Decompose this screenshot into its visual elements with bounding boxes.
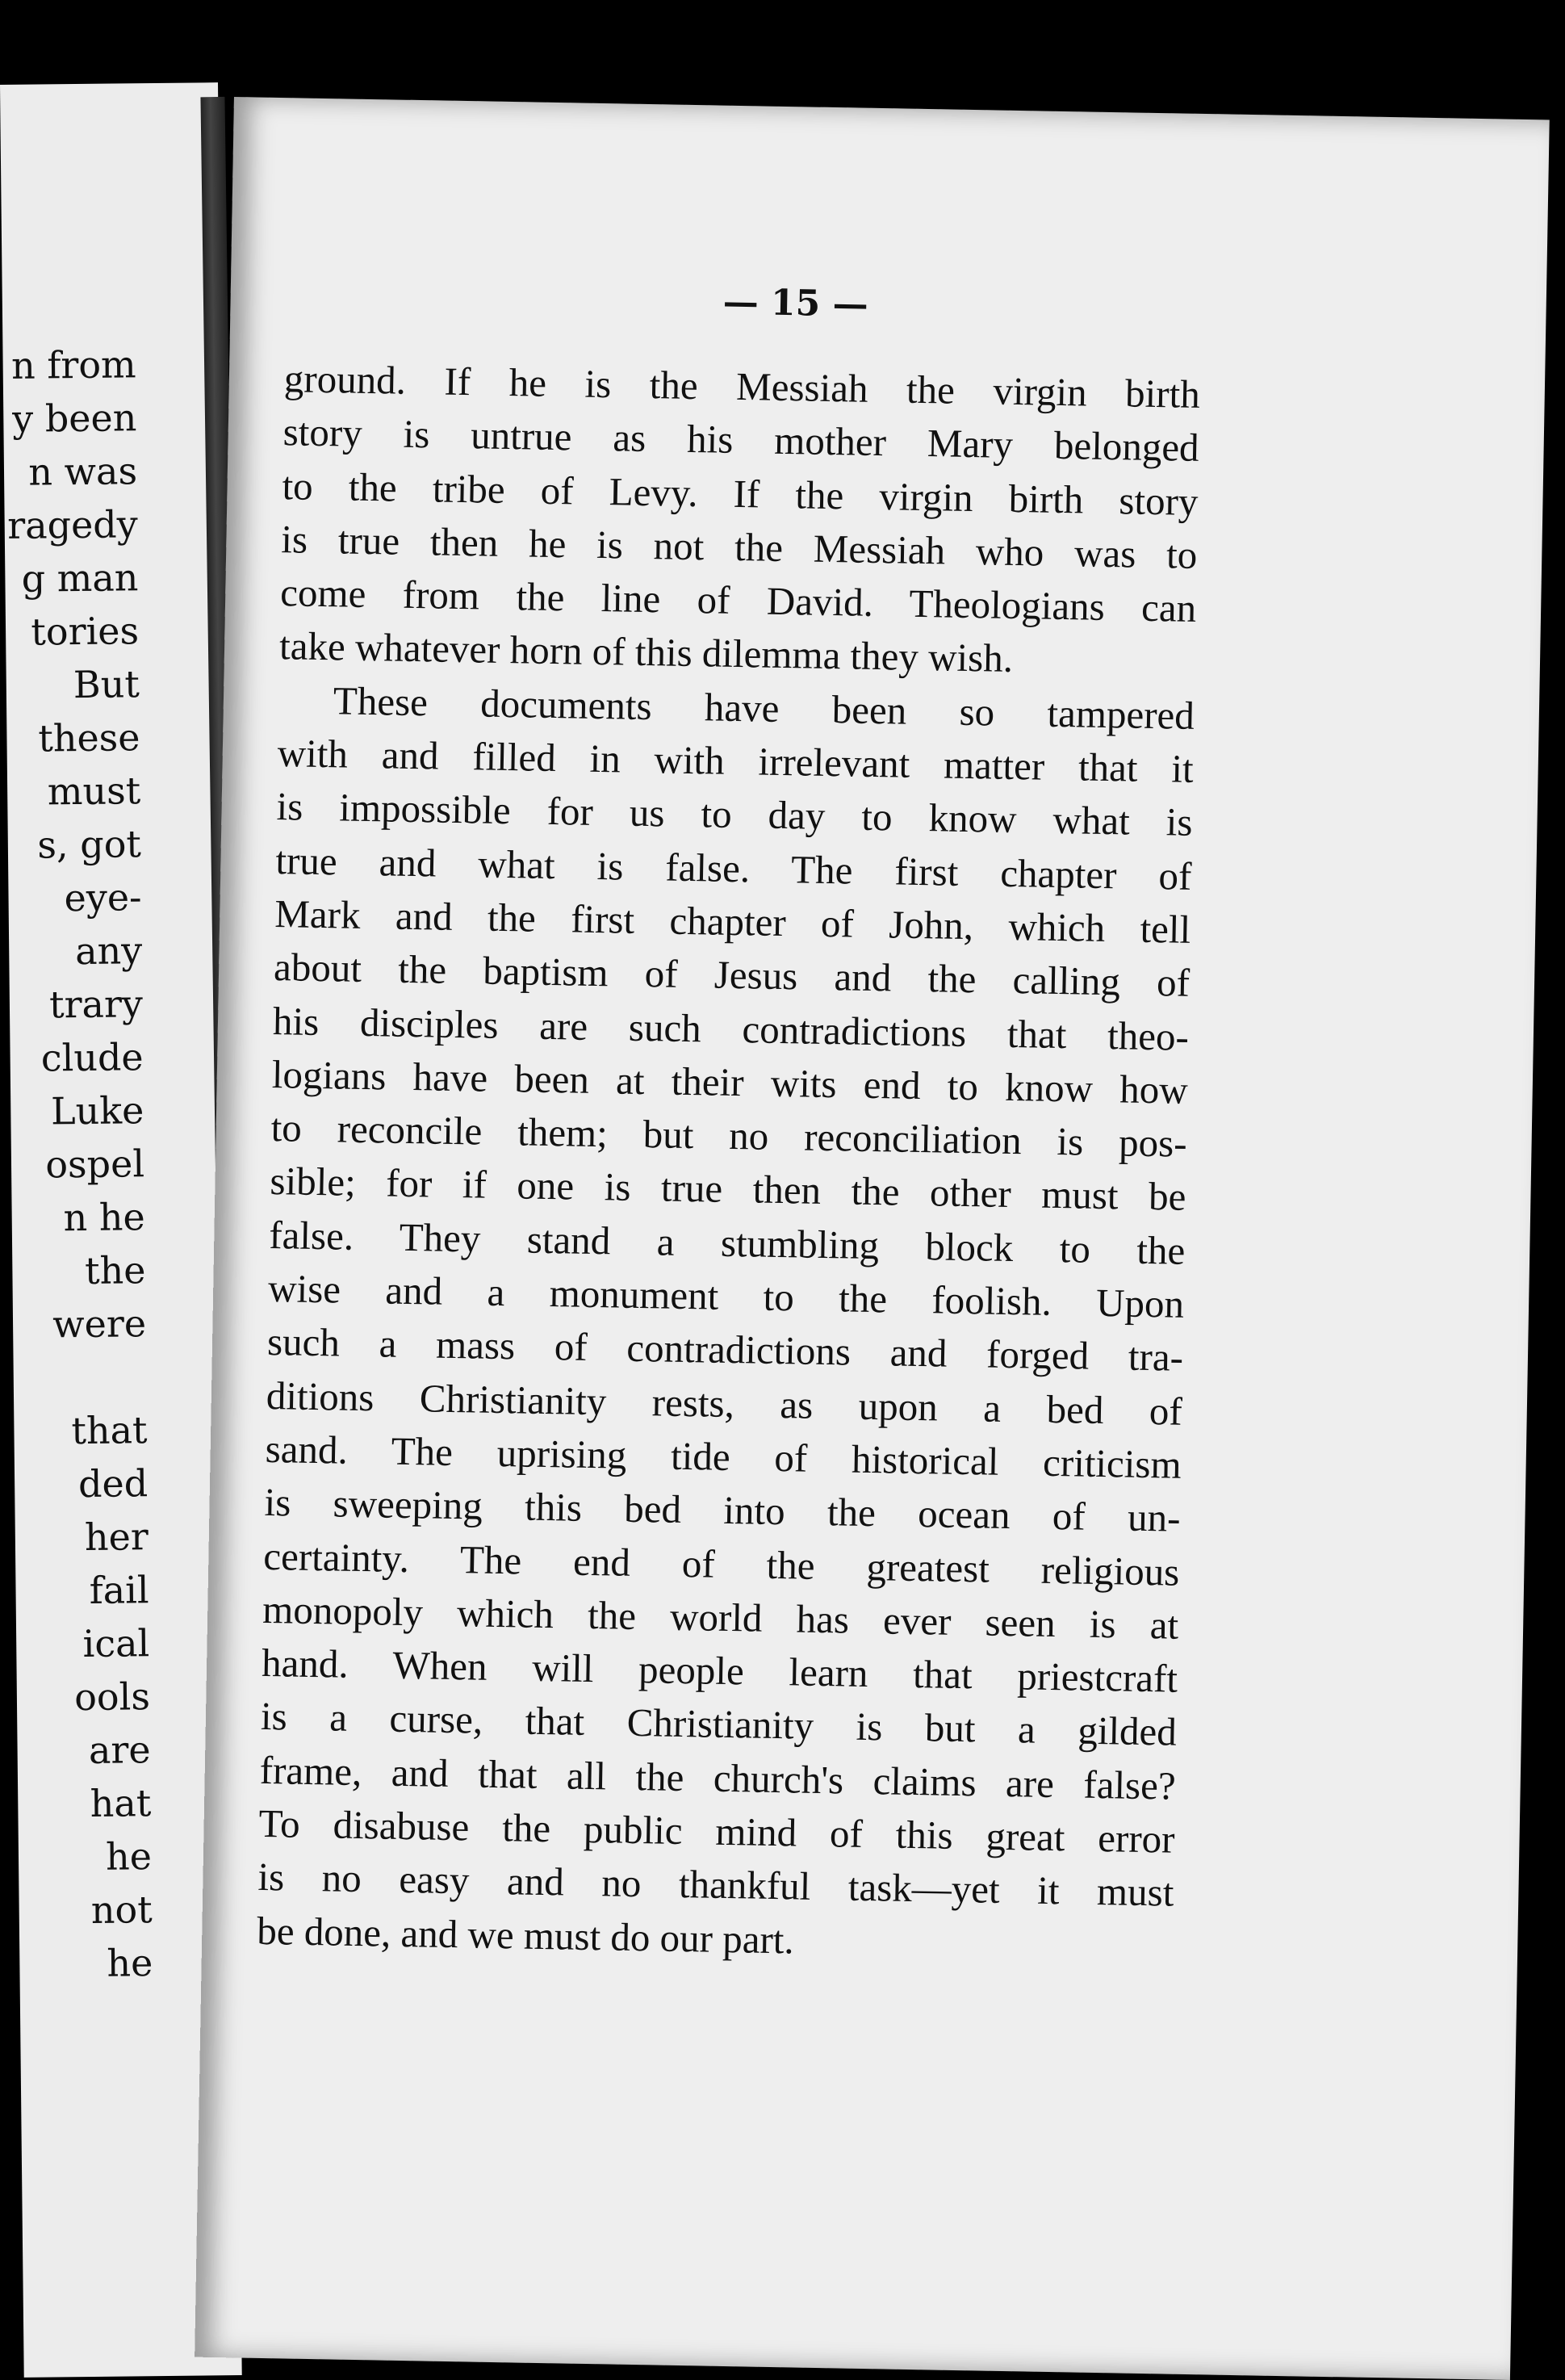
previous-page-line: tories [31,609,140,654]
paragraph-2 [257,673,1195,1974]
previous-page-line: eye- [64,875,142,920]
text-line: ground. If he is the Messiah the virgin birth [283,356,1201,417]
text-line: is impossible for us to day to know what is [276,784,1193,845]
text-line: monopoly which the world has ever seen is at [262,1586,1179,1648]
text-line: ditions Christianity rests, as upon a bed of [266,1372,1183,1434]
text-line: logians have been at their wits end to know how [271,1051,1189,1112]
text-line: to reconcile them; but no reconciliation is pos- [270,1105,1188,1166]
previous-page-line: the [84,1248,146,1293]
previous-page-line: ical [82,1621,150,1666]
text-line: such a mass of contradictions and forged tra- [266,1319,1184,1381]
previous-page-line: trary [48,982,144,1027]
previous-page-line: ospel [45,1142,145,1187]
text-line: false. They stand a stumbling block to the [268,1212,1186,1273]
previous-page-line: were [52,1301,147,1347]
previous-page-line: g man [21,555,139,601]
text-line: about the baptism of Jesus and the calling of [273,945,1190,1006]
previous-page-line: any [74,928,143,974]
text-line: is a curse, that Christianity is but a gilded [260,1694,1178,1755]
previous-page-text [2,337,153,1991]
previous-page-line: are [88,1728,151,1772]
previous-page-line: he [107,1941,153,1985]
page-body [257,352,1201,1973]
text-line: true and what is false. The first chapter of [275,837,1192,899]
previous-page-line: n from [10,342,136,388]
previous-page-line: Luke [50,1088,144,1133]
text-line: certainty. The end of the greatest religious [262,1533,1180,1594]
previous-page-line: fail [89,1568,149,1612]
text-line: sible; for if one is true then the other must be [270,1159,1186,1220]
previous-page-line: these [38,715,140,761]
previous-page-line [13,1350,147,1405]
text-line: wise and a monument to the foolish. Upon [267,1266,1185,1326]
text-line: to the tribe of Levy. If the virgin birth story [282,463,1199,524]
previous-page-line: that [71,1408,148,1453]
text-line: take whatever horn of this dilemma they wish. [278,623,1014,681]
text-line: Mark and the first chapter of John, which tell [274,891,1191,952]
text-line: with and filled in with irrelevant matter that it [277,731,1195,791]
previous-page-line: ools [73,1674,151,1720]
previous-page-line: not [90,1888,153,1932]
text-line: To disabuse the public mind of this great error [258,1800,1175,1862]
previous-page-line: must [47,769,141,814]
current-page [195,97,1550,2380]
previous-page-line: n was [28,449,138,494]
text-line: story is untrue as his mother Mary belonged [282,409,1200,471]
paragraph-1 [279,352,1201,689]
text-line: is sweeping this bed into the ocean of un- [264,1480,1181,1540]
previous-page-line: n he [63,1195,145,1240]
previous-page-line: clude [40,1035,144,1080]
text-line: his disciples are such contradictions that theo- [272,998,1190,1059]
previous-page-line: s, got [37,822,142,867]
previous-page-line: he [105,1834,153,1879]
previous-page-line: her [84,1515,149,1559]
previous-page-line: But [73,662,140,707]
text-line: come from the line of David. Theologians can [279,570,1197,631]
previous-page-line: ded [77,1461,149,1506]
text-line: is true then he is not the Messiah who was to [280,516,1198,577]
previous-page-line: y been [11,396,137,441]
text-line: frame, and that all the church's claims are false? [259,1747,1177,1808]
text-line: is no easy and no thankful task—yet it must [257,1854,1174,1915]
previous-page-line: ragedy [6,502,138,547]
text-line: be done, and we must do our part. [256,1908,795,1963]
text-line: hand. When will people learn that priestcraft [261,1640,1178,1701]
page-number: — 15 — [722,281,869,325]
text-line: These documents have been so tampered [333,678,1195,738]
previous-page-line: hat [90,1781,152,1825]
text-line: sand. The uprising tide of historical criticism [265,1426,1182,1487]
